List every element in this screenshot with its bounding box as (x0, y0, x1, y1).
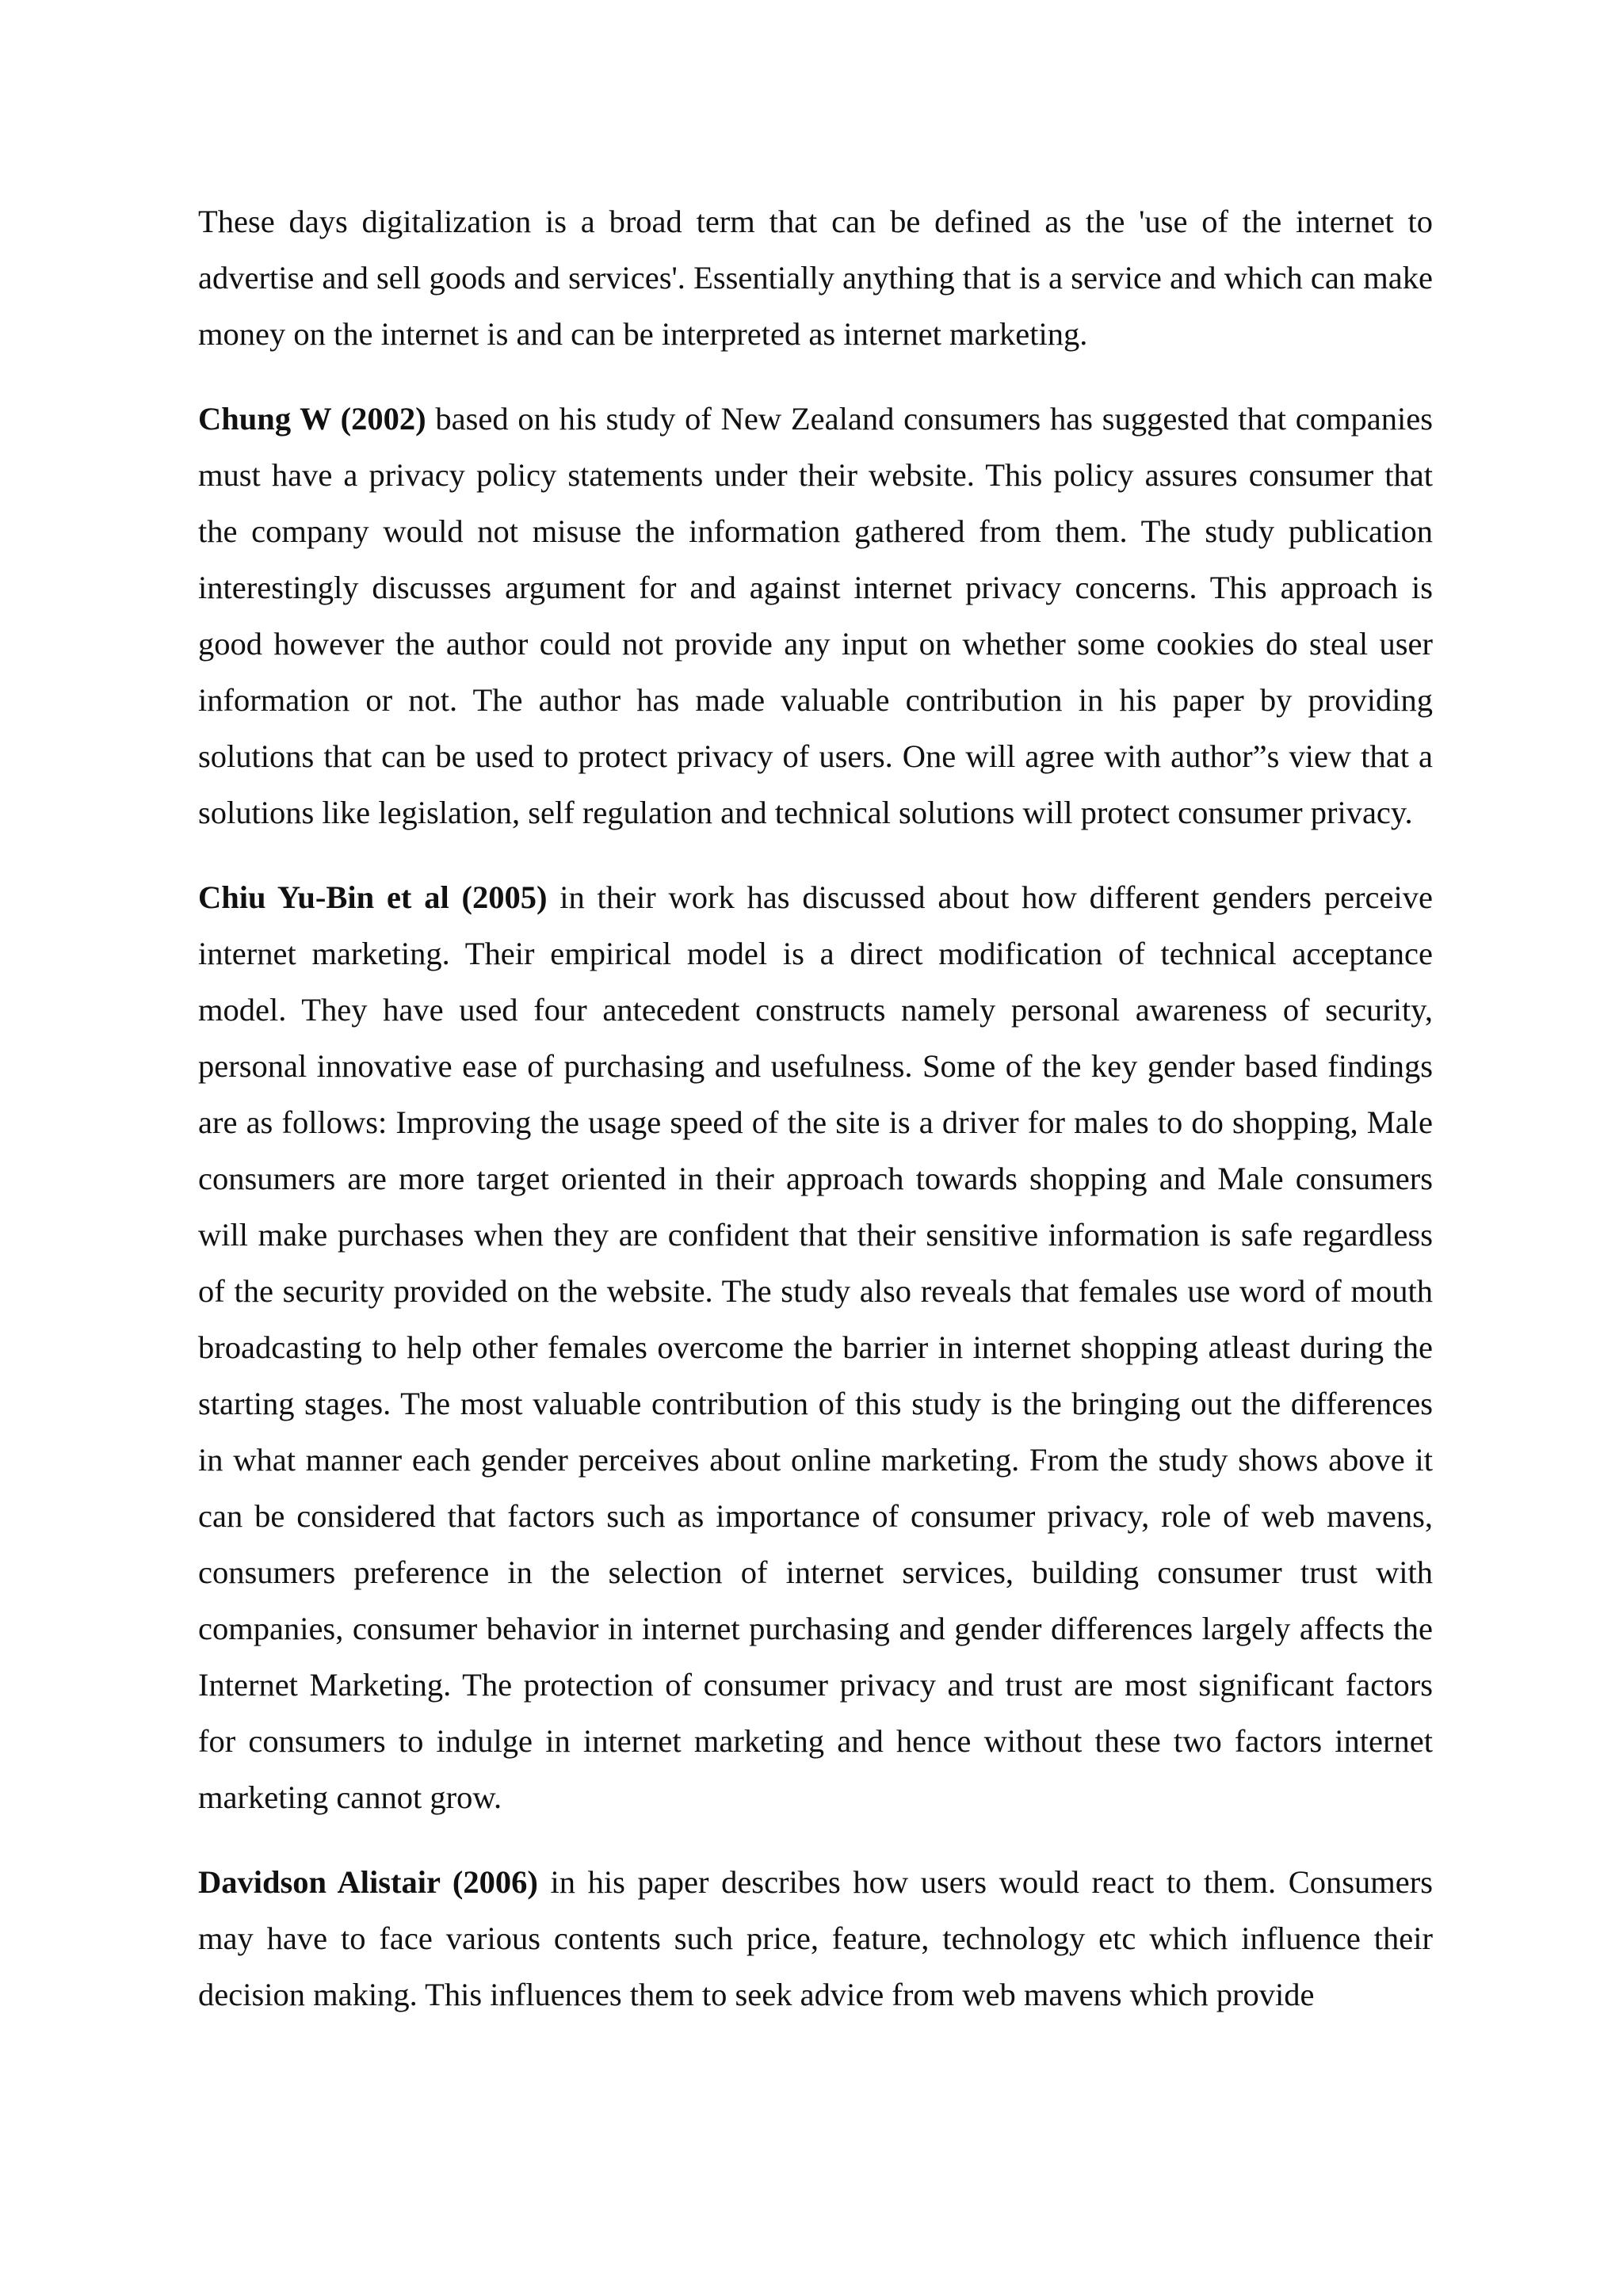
author-citation: Davidson Alistair (2006) (198, 1864, 538, 1900)
paragraph-text: in their work has discussed about how different genders perceive internet marketing. Their empirical model is a direct modification of technical acceptance model. They have used four antecedent constructs namely personal awareness of security, personal innovative ease of purchasing and usefulness. Some of the key gender based findings are as follows: Improving the usage speed of the site is a driver for males to do shopping, Male consumers are more target oriented in their approach towards shopping and Male consumers will make purchases when they are confident that their sensitive information is safe regardless of the security provided on the website. The study also reveals that females use word of mouth broadcasting to help other females overcome the barrier in internet shopping atleast during the starting stages. The most valuable contribution of this study is the bringing out the differences in what manner each gender perceives about online marketing. From the study shows above it can be considered that factors such as importance of consumer privacy, role of web mavens, consumers preference in the selection of internet services, building consumer trust with companies, consumer behavior in internet purchasing and gender differences largely affects the Internet Marketing. The protection of consumer privacy and trust are most significant factors for consumers to indulge in internet marketing and hence without these two factors internet marketing cannot grow. (198, 879, 1433, 1815)
paragraph-digitalization (198, 193, 1433, 362)
paragraph-chung-2002 (198, 391, 1433, 841)
author-citation: Chiu Yu-Bin et al (2005) (198, 879, 548, 915)
paragraph-text: in his paper describes how users would react to them. Consumers may have to face various contents such price, feature, technology etc which influence their decision making. This influences them to seek advice from web mavens which provide (198, 1864, 1433, 2012)
paragraph-davidson-2006 (198, 1854, 1433, 2023)
document-page (198, 193, 1433, 2051)
paragraph-text: based on his study of New Zealand consumers has suggested that companies must have a privacy policy statements under their website. This policy assures consumer that the company would not misuse the information gathered from them. The study publication interestingly discusses argument for and against internet privacy concerns. This approach is good however the author could not provide any input on whether some cookies do steal user information or not. The author has made valuable contribution in his paper by providing solutions that can be used to protect privacy of users. One will agree with author”s view that a solutions like legislation, self regulation and technical solutions will protect consumer privacy. (198, 401, 1433, 830)
paragraph-chiu-2005 (198, 869, 1433, 1825)
author-citation: Chung W (2002) (198, 401, 426, 437)
paragraph-text: These days digitalization is a broad term that can be defined as the 'use of the internet to advertise and sell goods and services'. Essentially anything that is a service and which can make money on the internet is and can be interpreted as internet marketing. (198, 204, 1433, 352)
